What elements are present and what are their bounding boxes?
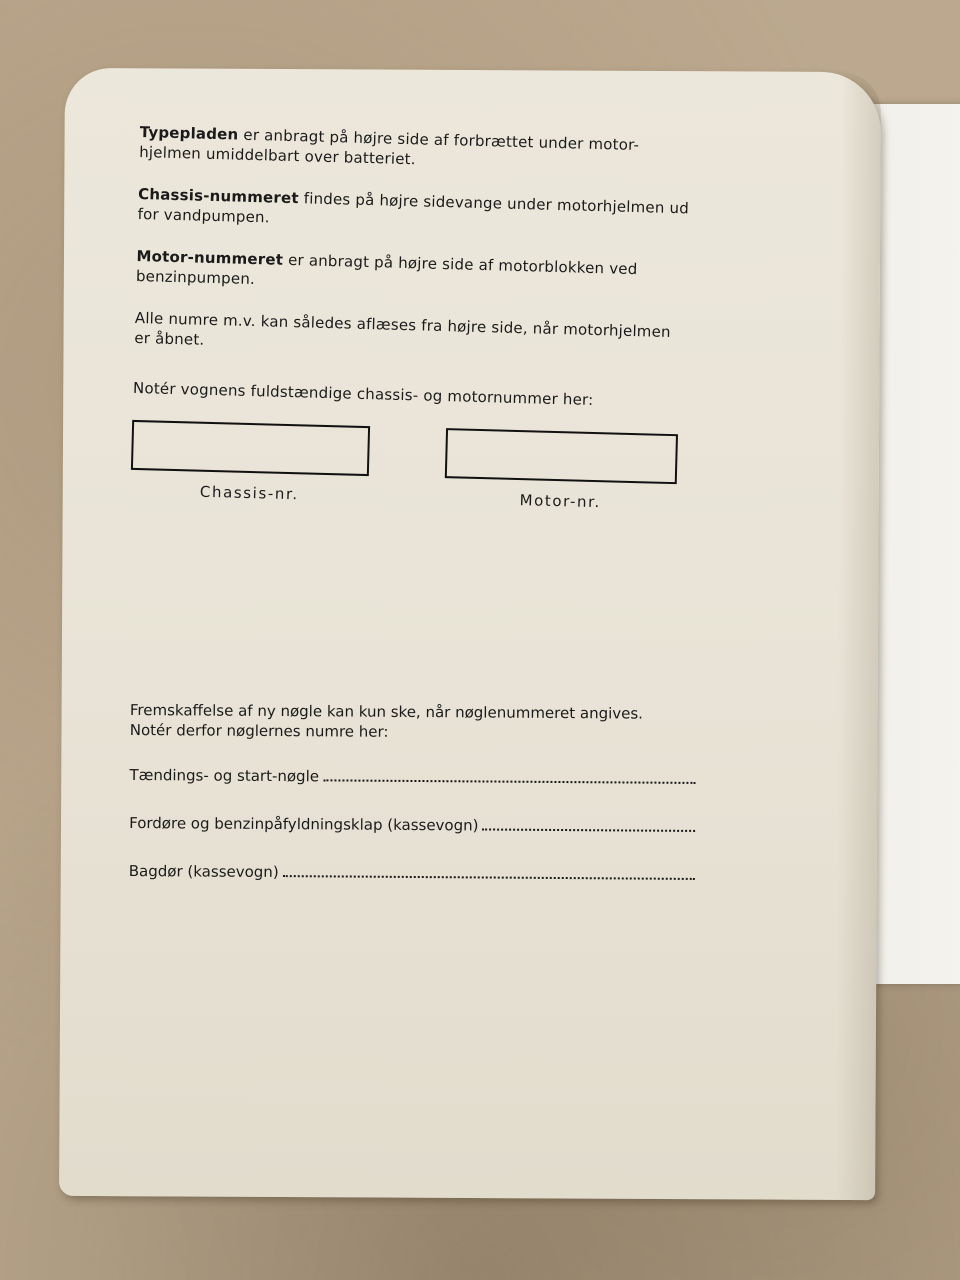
chassis-number-text: findes på højre sidevange under motorhjelmen ud for vandpumpen. [137,189,690,227]
key-row-ignition [129,764,695,789]
note-instruction: Notér vognens fuldstændige chassis- og motornummer her: [132,378,594,409]
motor-number-box[interactable] [445,428,678,484]
typeplate-term: Typepladen [139,122,239,144]
key-number-section [129,700,696,912]
all-numbers-text: Alle numre m.v. kan således aflæses fra højre side, når motorhjelmen er åbnet. [134,308,671,349]
motor-number-label: Motor-nr. [519,491,602,512]
key-row-label: Tændings- og start-nøgle [129,765,320,786]
chassis-number-term: Chassis-nummeret [137,184,299,208]
key-row-label: Bagdør (kassevogn) [128,861,279,882]
page-gutter-shadow [835,72,881,1200]
motor-number-paragraph [136,246,689,300]
page-content [130,122,692,526]
key-intro [130,700,696,744]
chassis-number-paragraph [137,184,690,238]
chassis-number-box[interactable] [131,420,370,476]
key-intro-line-2: Notér derfor nøglernes numre her: [129,720,389,741]
motor-number-text: er anbragt på højre side af motorblokken ved benzinpumpen. [135,250,638,289]
chassis-number-label: Chassis-nr. [199,482,299,504]
key-number-dotted-field[interactable] [283,861,695,880]
key-row-label: Fordøre og benzinpåfyldningsklap (kassevogn) [129,813,479,835]
key-number-dotted-field[interactable] [323,765,696,784]
number-boxes [130,420,684,526]
key-row-front-doors [129,812,695,837]
key-intro-line-1: Fremskaffelse af ny nøgle kan kun ske, når nøglenummeret angives. [129,701,644,723]
key-row-rear-door [129,860,695,885]
all-numbers-paragraph [134,308,687,362]
key-number-dotted-field[interactable] [482,814,695,831]
motor-number-term: Motor-nummeret [136,246,284,269]
typeplate-text: er anbragt på højre side af forbrættet under motor-hjelmen umiddelbart over batteriet. [138,125,640,169]
